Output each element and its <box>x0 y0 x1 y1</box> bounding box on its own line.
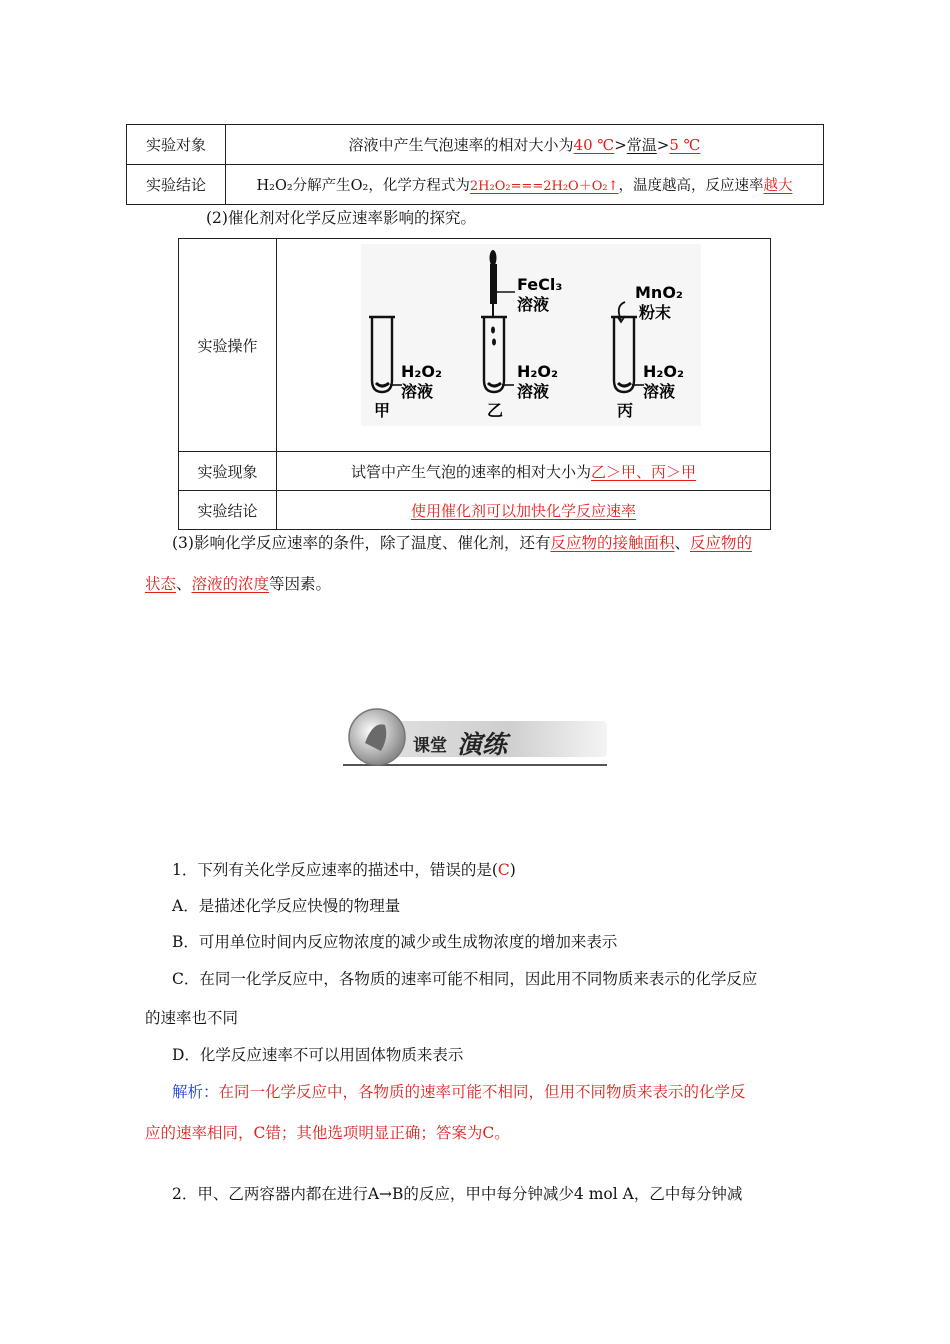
text: 1．下列有关化学反应速率的描述中，错误的是( <box>172 861 498 879</box>
answer-blank: 溶液的浓度 <box>191 575 270 593</box>
experiment-figure <box>277 239 771 452</box>
text: 溶液中产生气泡速率的相对大小为 <box>348 136 574 154</box>
tube-c-label: 丙 <box>616 401 634 420</box>
tube-b-label: 乙 <box>486 401 504 420</box>
powder-label: 粉末 <box>639 303 672 322</box>
option-c-line2: 的速率也不同 <box>145 1009 239 1027</box>
text: H₂O₂分解产生O₂，化学方程式为 <box>256 178 470 194</box>
text: ，温度越高，反应速率 <box>618 178 764 194</box>
option-b: B．可用单位时间内反应物浓度的减少或生成物浓度的增加来表示 <box>172 933 618 951</box>
text: 、 <box>674 534 690 552</box>
table-row <box>179 239 771 452</box>
answer-blank: 反应物的 <box>690 534 753 552</box>
text: > <box>614 136 627 154</box>
row-label: 实验操作 <box>179 239 277 452</box>
answer-blank: 5 ℃ <box>669 136 701 154</box>
banner-word-2: 演练 <box>457 730 508 759</box>
solution-label-b: 溶液 <box>517 382 550 401</box>
answer-blank: 越大 <box>763 178 793 194</box>
row-content <box>226 125 824 165</box>
analysis-text: 在同一化学反应中，各物质的速率可能不相同，但用不同物质来表示的化学反 <box>218 1083 746 1101</box>
text: 、 <box>176 575 192 593</box>
temperature-table <box>126 124 824 205</box>
tube-a-label: 甲 <box>373 401 391 420</box>
solution-label-c: 溶液 <box>643 382 676 401</box>
fecl3-solution-label: 溶液 <box>517 295 550 314</box>
text: > <box>656 136 670 154</box>
table-row <box>127 125 824 165</box>
h2o2-label-c: H₂O₂ <box>643 362 685 381</box>
fecl3-label: FeCl₃ <box>517 275 563 294</box>
row-label: 实验现象 <box>179 452 277 491</box>
section-heading: (2)催化剂对化学反应速率影响的探究。 <box>206 209 476 227</box>
text: 试管中产生气泡的速率的相对大小为 <box>350 462 591 481</box>
catalyst-table <box>178 238 771 530</box>
answer: C <box>497 861 510 879</box>
answer-blank: 常温 <box>626 136 657 154</box>
analysis-line1 <box>172 1080 746 1102</box>
answer-blank: 反应物的接触面积 <box>550 534 675 552</box>
row-content <box>277 491 771 530</box>
h2o2-label-a: H₂O₂ <box>401 362 443 381</box>
analysis-label: 解析： <box>172 1083 219 1101</box>
mno2-label: MnO₂ <box>635 283 683 302</box>
text: 等因素。 <box>269 575 332 593</box>
h2o2-label-b: H₂O₂ <box>517 362 559 381</box>
table-row <box>179 491 771 530</box>
question-1-stem <box>172 858 516 880</box>
table-row <box>127 165 824 205</box>
row-content <box>277 452 771 491</box>
equation-blank: 2H₂O₂===2H₂O＋O₂↑ <box>469 179 619 194</box>
test-tubes-figure <box>277 240 770 450</box>
text: ) <box>509 861 516 879</box>
question-2-stem: 2．甲、乙两容器内都在进行A→B的反应，甲中每分钟减少4 mol A，乙中每分钟减 <box>172 1185 743 1203</box>
row-label: 实验结论 <box>179 491 277 530</box>
row-content <box>226 165 824 205</box>
solution-label-a: 溶液 <box>401 382 434 401</box>
answer-blank: 使用催化剂可以加快化学反应速率 <box>410 501 636 520</box>
section3-line2 <box>145 572 331 594</box>
answer-blank: 40 ℃ <box>573 136 615 154</box>
row-label: 实验对象 <box>127 125 226 165</box>
section3-line1 <box>172 531 752 553</box>
analysis-line2: 应的速率相同，C错；其他选项明显正确；答案为C。 <box>145 1124 510 1142</box>
row-label: 实验结论 <box>127 165 226 205</box>
banner-graphic <box>343 707 607 767</box>
table-row <box>179 452 771 491</box>
option-c-line1: C．在同一化学反应中，各物质的速率可能不相同，因此用不同物质来表示的化学反应 <box>172 970 758 988</box>
answer-blank: 乙＞甲、丙＞甲 <box>591 462 697 481</box>
banner-word-1: 课堂 <box>413 736 447 756</box>
answer-blank: 状态 <box>145 575 177 593</box>
classroom-practice-banner <box>343 707 607 767</box>
option-a: A．是描述化学反应快慢的物理量 <box>172 897 401 915</box>
text: (3)影响化学反应速率的条件，除了温度、催化剂，还有 <box>172 534 551 552</box>
option-d: D．化学反应速率不可以用固体物质来表示 <box>172 1046 464 1064</box>
